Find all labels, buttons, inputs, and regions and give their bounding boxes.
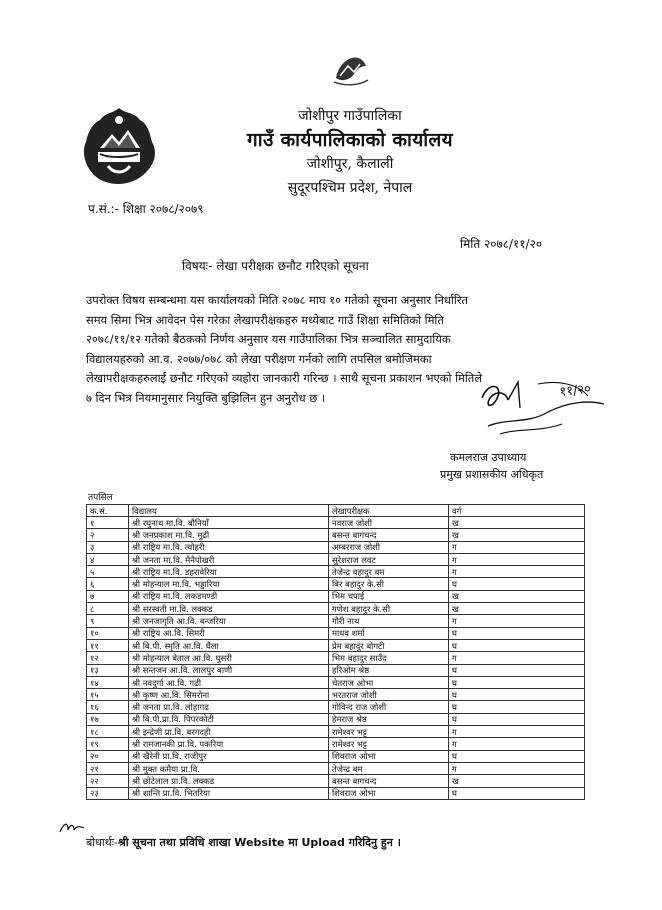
cell-sn: २१ bbox=[87, 762, 129, 774]
cell-class: ग bbox=[449, 615, 585, 627]
cell-school: श्री राष्ट्रिय मा.वि. त्योहरी bbox=[129, 541, 329, 553]
cell-school: श्री रामजानकी प्रा.वि. पकरिया bbox=[129, 738, 329, 750]
cell-class: घ bbox=[449, 639, 585, 651]
cell-sn: ८ bbox=[87, 603, 129, 615]
table-row bbox=[87, 775, 585, 787]
cell-class: ग bbox=[449, 553, 585, 565]
table-row bbox=[87, 566, 585, 578]
table-row bbox=[87, 529, 585, 541]
cell-auditor: शिवराज ओभा bbox=[329, 787, 449, 799]
table-row bbox=[87, 762, 585, 774]
cell-sn: ११ bbox=[87, 639, 129, 651]
cell-class: ग bbox=[449, 726, 585, 738]
cell-sn: २० bbox=[87, 750, 129, 762]
table-row bbox=[87, 553, 585, 565]
cell-school: श्री राष्ट्रिय मा.वि. लकडमण्डी bbox=[129, 590, 329, 602]
table-row bbox=[87, 726, 585, 738]
header-sn: क.सं. bbox=[87, 505, 129, 517]
cell-sn: १ bbox=[87, 517, 129, 529]
table-row bbox=[87, 701, 585, 713]
cell-class: ग bbox=[449, 541, 585, 553]
cell-auditor: रामेश्वर भट्ट bbox=[329, 726, 449, 738]
cell-auditor: तेजेन्द्र बम bbox=[329, 762, 449, 774]
signature-icon bbox=[478, 378, 608, 460]
cell-auditor: माधव शर्मा bbox=[329, 627, 449, 639]
cell-school: श्री बि.पी. स्मृति आ.वि. घैला bbox=[129, 639, 329, 651]
cell-auditor: गोविन्द राज जोशी bbox=[329, 701, 449, 713]
cell-sn: ५ bbox=[87, 566, 129, 578]
cell-auditor: हेमराज श्रेष्ठ bbox=[329, 713, 449, 725]
cell-class: ख bbox=[449, 517, 585, 529]
cell-class: घ bbox=[449, 787, 585, 799]
cell-school: श्री मुक्त कमैया प्रा.वि. bbox=[129, 762, 329, 774]
footer-instruction: Website मा Upload गरिदिनु हुन । bbox=[230, 836, 401, 849]
body-line: समय सिमा भित्र आवेदन पेस गरेका लेखापरीक्षकहरु मध्येबाट गाउँ शिक्षा समितिको मिति bbox=[86, 312, 444, 327]
cell-school: श्री जनता मा.वि. मैनैपोखरी bbox=[129, 553, 329, 565]
cell-class: ख bbox=[449, 775, 585, 787]
office-small-title: जोशीपुर गाउँपालिका bbox=[298, 108, 402, 124]
cell-school: श्री मोहन्याल बेताल आ.वि. घुसरी bbox=[129, 652, 329, 664]
cell-class: ग bbox=[449, 652, 585, 664]
table-row bbox=[87, 652, 585, 664]
cell-class: ग bbox=[449, 566, 585, 578]
table-row bbox=[87, 590, 585, 602]
cell-sn: १६ bbox=[87, 701, 129, 713]
cell-class: ग bbox=[449, 738, 585, 750]
notice-subject: विषयः- लेखा परीक्षक छनौट गरिएको सूचना bbox=[182, 259, 369, 273]
signature-date: ११/२० bbox=[558, 381, 592, 400]
cell-sn: १७ bbox=[87, 713, 129, 725]
table-row bbox=[87, 603, 585, 615]
body-line: ७ दिन भित्र नियमानुसार नियुक्ति बुझिलिन हुन अनुरोध छ । bbox=[86, 390, 326, 405]
table-row bbox=[87, 615, 585, 627]
cell-sn: १४ bbox=[87, 676, 129, 688]
cell-sn: ३ bbox=[87, 541, 129, 553]
header-school: विद्यालय bbox=[129, 505, 329, 517]
cell-auditor: शिवराज ओभा bbox=[329, 750, 449, 762]
signatory-title: प्रमुख प्रशासकीय अधिकृत bbox=[440, 468, 544, 481]
cell-class: घ bbox=[449, 689, 585, 701]
footer-note bbox=[86, 835, 401, 850]
cell-sn: १५ bbox=[87, 689, 129, 701]
table-row bbox=[87, 689, 585, 701]
cell-sn: १३ bbox=[87, 664, 129, 676]
cell-class: ख bbox=[449, 529, 585, 541]
cell-auditor: अम्बरराज जोशी bbox=[329, 541, 449, 553]
cell-auditor: रामेश्वर भट्ट bbox=[329, 738, 449, 750]
cell-auditor: नवराज जोशी bbox=[329, 517, 449, 529]
cell-auditor: गौरी नाथ bbox=[329, 615, 449, 627]
header-auditor: लेखापरीक्षक bbox=[329, 505, 449, 517]
table-row bbox=[87, 517, 585, 529]
cell-school: श्री छोटेलाल प्रा.वि. लक्कड bbox=[129, 775, 329, 787]
cell-auditor: भिम चपाई bbox=[329, 590, 449, 602]
table-row bbox=[87, 639, 585, 651]
cell-class: घ bbox=[449, 664, 585, 676]
header-class: वर्ग bbox=[449, 505, 585, 517]
cell-sn: ६ bbox=[87, 578, 129, 590]
cell-class: घ bbox=[449, 701, 585, 713]
cell-school: श्री नवदुर्गा आ.वि. गढी bbox=[129, 676, 329, 688]
cell-school: श्री बि.पी.प्रा.वि. पिपरकोटी bbox=[129, 713, 329, 725]
cell-sn: ९ bbox=[87, 615, 129, 627]
office-location: जोशीपुर, कैलाली bbox=[306, 156, 394, 172]
municipality-logo-icon bbox=[330, 52, 370, 86]
cell-school: श्री मोहन्याल मा.वि. भड्डारिया bbox=[129, 578, 329, 590]
footer-label: बोधार्थः- bbox=[86, 836, 118, 849]
cell-sn: १९ bbox=[87, 738, 129, 750]
table-row bbox=[87, 750, 585, 762]
cell-auditor: बसन्त बागचन्द bbox=[329, 775, 449, 787]
cell-sn: ४ bbox=[87, 553, 129, 565]
cell-school: श्री जनजागृति आ.वि. बन्जरिया bbox=[129, 615, 329, 627]
body-line: २०७८/११/१२ गतेको बैठकको निर्णय अनुसार यस गाउँपालिका भित्र सञ्चालित सामुदायिक bbox=[86, 332, 451, 347]
cell-auditor: भरतराज जोशी bbox=[329, 689, 449, 701]
cell-school: श्री इन्द्रेणी प्रा.वि. बरगदही bbox=[129, 726, 329, 738]
table-row bbox=[87, 713, 585, 725]
body-line: लेखापरीक्षकहरुलाई छनौट गरिएको व्यहोरा जानकारी गरिन्छ । साथै सूचना प्रकाशन भएको मितिले bbox=[86, 371, 482, 386]
cell-auditor: गणेश बहादुर के.सी bbox=[329, 603, 449, 615]
reference-number: प.सं.:- शिक्षा २०७८/२०७९ bbox=[88, 202, 204, 216]
notice-date: मिति २०७८/११/२० bbox=[460, 237, 543, 251]
cell-auditor: बिर बहादुर के.सी bbox=[329, 578, 449, 590]
cell-sn: १० bbox=[87, 627, 129, 639]
initial-mark-icon bbox=[58, 820, 86, 838]
office-province: सुदूरपश्चिम प्रदेश, नेपाल bbox=[287, 180, 413, 196]
cell-auditor: सुरेशराज लवट bbox=[329, 553, 449, 565]
table-row bbox=[87, 664, 585, 676]
auditor-table bbox=[86, 504, 585, 800]
office-title: गाउँ कार्यपालिकाको कार्यालय bbox=[247, 129, 453, 151]
cell-auditor: तेजेन्द्र बहादुर बम bbox=[329, 566, 449, 578]
cell-class: घ bbox=[449, 676, 585, 688]
cell-sn: १८ bbox=[87, 726, 129, 738]
table-row bbox=[87, 738, 585, 750]
cell-auditor: चेतराज ओभा bbox=[329, 676, 449, 688]
cell-class: घ bbox=[449, 627, 585, 639]
nepal-emblem-icon bbox=[78, 104, 160, 188]
body-line: उपरोक्त विषय सम्बन्धमा यस कार्यालयको मिति २०७८ माघ १० गतेको सूचना अनुसार निर्धारित bbox=[86, 293, 468, 307]
cell-sn: १२ bbox=[87, 652, 129, 664]
cell-auditor: प्रेम बहादुर बोगटी bbox=[329, 639, 449, 651]
cell-school: श्री शान्ति प्रा.वि. भितरिया bbox=[129, 787, 329, 799]
cell-school: श्री खैरेनी प्रा.वि. राजीपुर bbox=[129, 750, 329, 762]
cell-sn: ७ bbox=[87, 590, 129, 602]
table-caption: तपसिल bbox=[88, 493, 113, 503]
cell-school: श्री रघुनाथ मा.वि. बौनियाँ bbox=[129, 517, 329, 529]
table-row bbox=[87, 578, 585, 590]
cell-school: श्री कृष्ण आ.वि. सिमरोना bbox=[129, 689, 329, 701]
cell-school: श्री राष्ट्रिय मा.वि. डहरावेरिया bbox=[129, 566, 329, 578]
cell-sn: २३ bbox=[87, 787, 129, 799]
cell-school: श्री सन्तजन आ.वि. लालपुर बाणी bbox=[129, 664, 329, 676]
cell-sn: २२ bbox=[87, 775, 129, 787]
table-row bbox=[87, 787, 585, 799]
table-row bbox=[87, 541, 585, 553]
signatory-name: कमलराज उपाध्याय bbox=[450, 451, 527, 464]
cell-auditor: भिम बहादुर साउँद bbox=[329, 652, 449, 664]
cell-school: श्री सरस्वती मा.वि. लक्कड bbox=[129, 603, 329, 615]
cell-class: ख bbox=[449, 603, 585, 615]
cell-sn: २ bbox=[87, 529, 129, 541]
body-line: विद्यालयहरुको आ.व. २०७७/०७८ को लेखा परीक्षण गर्नको लागि तपसिल बमोजिमका bbox=[86, 351, 432, 366]
footer-department: श्री सूचना तथा प्रविधि शाखा bbox=[117, 836, 231, 849]
cell-school: श्री जनता प्रा.वि. लोहागढ bbox=[129, 701, 329, 713]
table-header-row bbox=[87, 505, 585, 517]
cell-class: घ bbox=[449, 713, 585, 725]
cell-class: ग bbox=[449, 762, 585, 774]
cell-school: श्री राष्ट्रिय आ.वि. सिमरी bbox=[129, 627, 329, 639]
cell-class: घ bbox=[449, 578, 585, 590]
cell-class: घ bbox=[449, 750, 585, 762]
cell-school: श्री जनप्रकाश मा.वि. मुढी bbox=[129, 529, 329, 541]
cell-auditor: बसन्त बागचन्द bbox=[329, 529, 449, 541]
cell-class: ख bbox=[449, 590, 585, 602]
cell-auditor: हरिओम श्रेष्ठ bbox=[329, 664, 449, 676]
table-row bbox=[87, 676, 585, 688]
table-row bbox=[87, 627, 585, 639]
